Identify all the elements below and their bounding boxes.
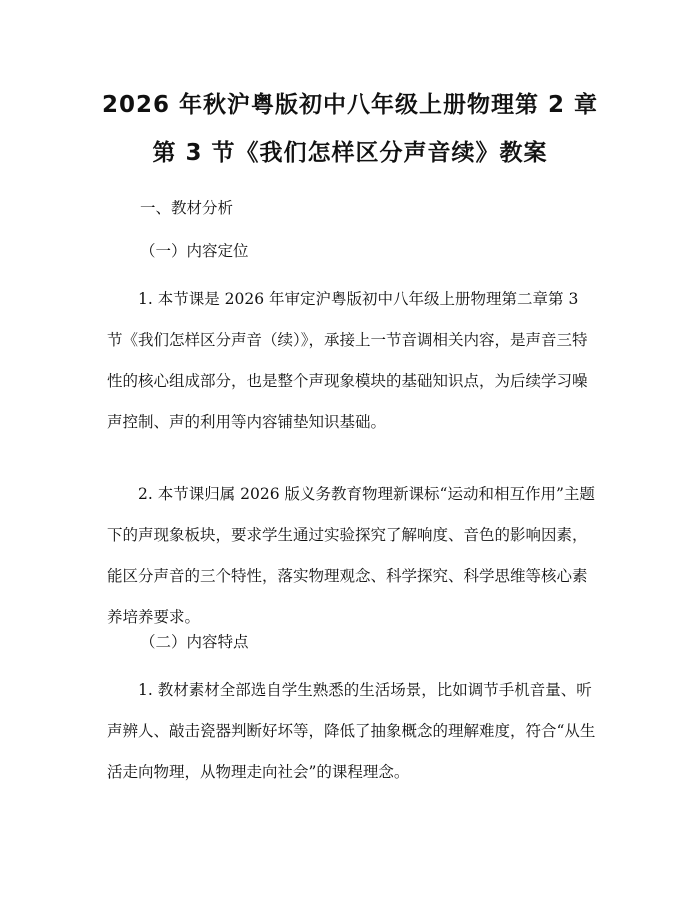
subsection-heading-content-positioning: （一）内容定位 bbox=[140, 242, 249, 260]
document-title-line-2: 第 3 节《我们怎样区分声音续》教案 bbox=[152, 140, 548, 166]
subsection-heading-content-features: （二）内容特点 bbox=[140, 633, 249, 651]
paragraph-features-1: 1. 教材素材全部选自学生熟悉的生活场景，比如调节手机音量、听声辨人、敲击瓷器判断好坏等，降低了抽象概念的理解难度，符合“从生活走向物理，从物理走向社会”的课程理念。 bbox=[107, 681, 596, 781]
document-title-line-1: 2026 年秋沪粤版初中八年级上册物理第 2 章 bbox=[101, 92, 599, 118]
paragraph-positioning-1: 1. 本节课是 2026 年审定沪粤版初中八年级上册物理第二章第 3 节《我们怎样区分声音（续）》，承接上一节音调相关内容，是声音三特性的核心组成部分，也是整个声现象模块的基础知识点，为后续学习噪声控制、声的利用等内容铺垫知识基础。 bbox=[107, 290, 588, 431]
section-heading-textbook-analysis: 一、教材分析 bbox=[140, 199, 234, 217]
paragraph-positioning-2: 2. 本节课归属 2026 版义务教育物理新课标“运动和相互作用”主题下的声现象板块，要求学生通过实验探究了解响度、音色的影响因素，能区分声音的三个特性，落实物理观念、科学探究、科学思维等核心素养培养要求。 bbox=[107, 485, 595, 626]
